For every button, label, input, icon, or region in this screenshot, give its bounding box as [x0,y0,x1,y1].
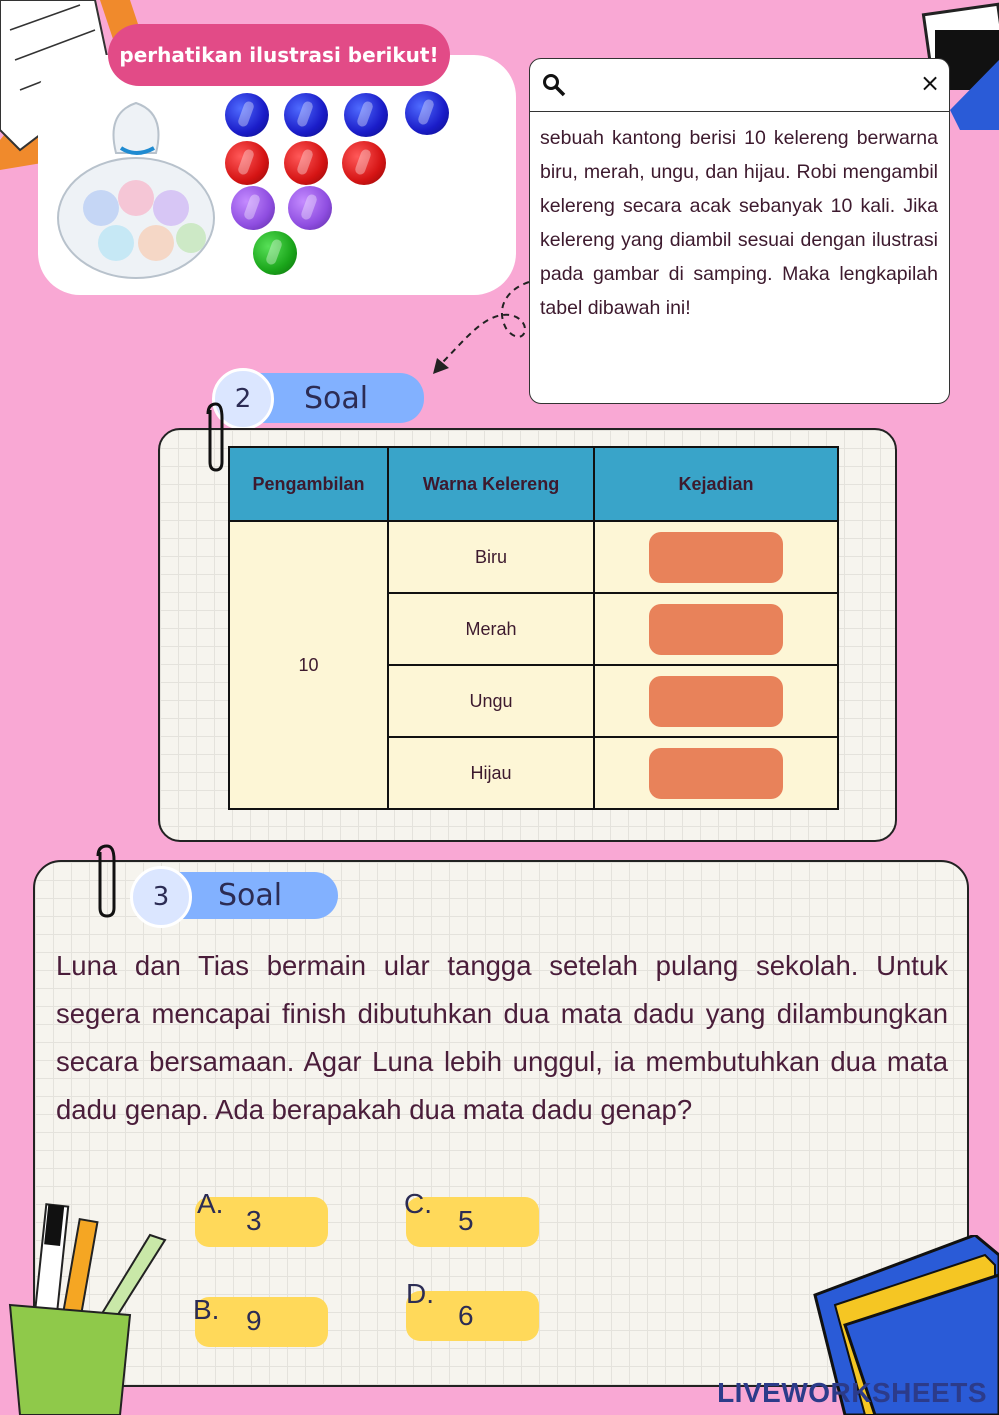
info-text: sebuah kantong berisi 10 kelereng berwarna biru, merah, ungu, dan hijau. Robi mengambil kelereng secara acak sebanyak 10 kali. Jika kelereng yang diambil sesuai dengan ilustrasi pada gambar di samping. Maka lengkapilah tabel dibawah ini! [540,127,938,319]
close-icon[interactable]: × [920,69,941,97]
question-3-text: Luna dan Tias bermain ular tangga setelah pulang sekolah. Untuk segera mencapai finish dibutuhkan dua mata dadu yang dilambungkan secara bersamaan. Agar Luna lebih unggul, ia membutuhkan dua mata dadu genap. Ada berapakah dua mata dadu genap? [56,950,948,1125]
data-table [228,446,839,810]
info-box [529,58,950,404]
option-d-letter: D. [406,1278,434,1309]
header-kejadian: Kejadian [594,447,838,521]
red-marble-icon [284,141,328,185]
illustration-title: perhatikan ilustrasi berikut! [108,24,450,86]
illustration-card [38,55,516,295]
header-warna: Warna Kelereng [388,447,594,521]
red-marble-icon [225,141,269,185]
answer-input-biru[interactable] [649,532,783,583]
search-bar[interactable] [530,59,949,112]
blue-marble-icon [284,93,328,137]
kejadian-cell [594,665,838,737]
table-header-row [229,447,838,521]
purple-marble-icon [231,186,275,230]
option-a-value: 3 [246,1205,262,1236]
kejadian-cell [594,593,838,665]
option-b-letter: B. [193,1294,220,1325]
soal-3-label: Soal [218,878,283,913]
paperclip-icon [94,842,120,920]
color-biru: Biru [388,521,594,593]
color-ungu: Ungu [388,665,594,737]
blue-marble-icon [405,91,449,135]
option-d-value: 6 [458,1300,474,1331]
pengambilan-value: 10 [229,521,388,809]
option-a-letter: A. [197,1188,224,1219]
green-marble-icon [253,231,297,275]
paperclip-icon [204,400,228,474]
kejadian-cell [594,737,838,809]
watermark-logo: LIVEWORKSHEETS [717,1377,987,1408]
soal-3-number: 3 [130,866,192,928]
option-c-value: 5 [458,1205,474,1236]
color-hijau: Hijau [388,737,594,809]
option-c-letter: C. [404,1188,432,1219]
option-b-value: 9 [246,1305,262,1336]
pencil-cup-decoration [0,1195,170,1415]
dashed-arrow-icon [425,270,535,380]
red-marble-icon [342,141,386,185]
answer-input-hijau[interactable] [649,748,783,799]
color-merah: Merah [388,593,594,665]
search-input[interactable] [574,73,904,97]
soal-2-number: 2 [212,368,274,430]
blue-marble-icon [344,93,388,137]
purple-marble-icon [288,186,332,230]
header-pengambilan: Pengambilan [229,447,388,521]
search-icon[interactable] [542,73,566,97]
table-row [229,521,838,593]
kejadian-cell [594,521,838,593]
answer-input-ungu[interactable] [649,676,783,727]
marble-bag-icon [56,93,221,283]
soal-2-label: Soal [304,380,369,416]
answer-input-merah[interactable] [649,604,783,655]
blue-marble-icon [225,93,269,137]
